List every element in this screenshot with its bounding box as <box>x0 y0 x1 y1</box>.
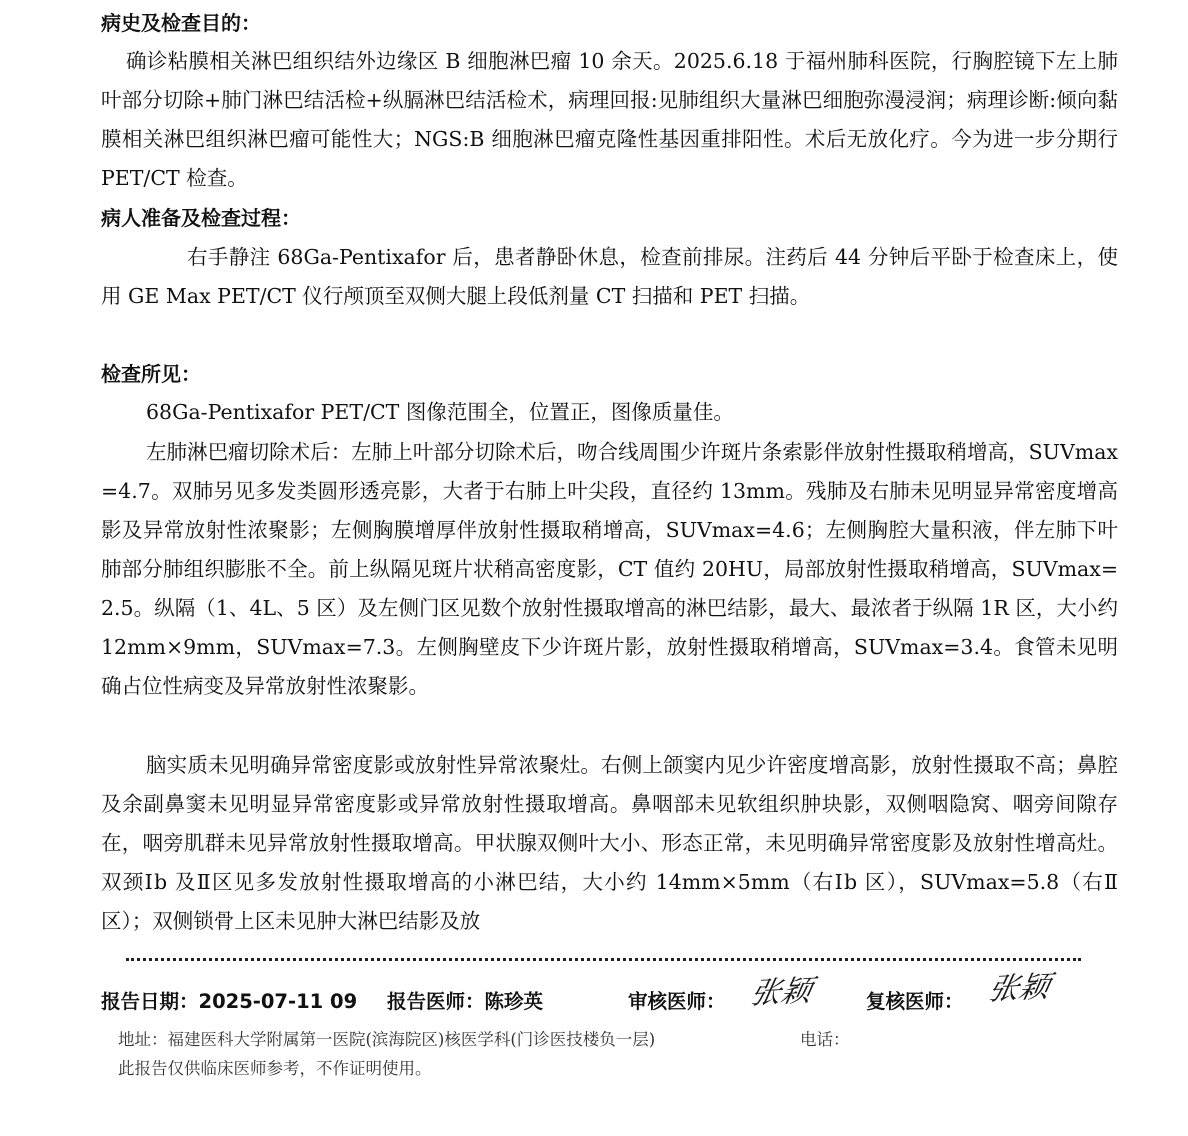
review-doctor-signature: 张颖 <box>747 973 815 1012</box>
report-date: 报告日期：2025-07-11 09 <box>101 990 358 1013</box>
findings-paragraph-1: 68Ga-Pentixafor PET/CT 图像范围全，位置正，图像质量佳。 <box>146 400 734 424</box>
preparation-heading: 病人准备及检查过程： <box>101 206 301 230</box>
history-text: 确诊粘膜相关淋巴组织结外边缘区 B 细胞淋巴瘤 10 余天。2025.6.18 于福州肺科医院，行胸腔镜下左上肺叶部分切除+肺门淋巴结活检+纵膈淋巴结活检术，病理回报:见肺组织大量淋巴细胞弥漫浸润；病理诊断:倾向黏膜相关淋巴组织淋巴瘤可能性大；NGS:B 细胞淋巴瘤克隆性基因重排阳性。术后无放化疗。今为进一步分期行 PET/CT 检查。 <box>101 49 1118 190</box>
disclaimer: 此报告仅供临床医师参考，不作证明使用。 <box>118 1059 432 1078</box>
findings-paragraph-3: 脑实质未见明确异常密度影或放射性异常浓聚灶。右侧上颌窦内见少许密度增高影，放射性摄取不高；鼻腔及余副鼻窦未见明显异常密度影或异常放射性摄取增高。鼻咽部未见软组织肿块影，双侧咽隐窝、咽旁间隙存在，咽旁肌群未见异常放射性摄取增高。甲状腺双侧叶大小、形态正常，未见明确异常密度影及放射性增高灶。双颈Ⅰb 及Ⅱ区见多发放射性摄取增高的小淋巴结，大小约 14mm×5mm（右Ⅰb 区），SUVmax=5.8（右Ⅱ区）；双侧锁骨上区未见肿大淋巴结影及放 <box>101 753 1118 933</box>
signature-row <box>101 969 1161 1020</box>
findings-paragraph-2: 左肺淋巴瘤切除术后：左肺上叶部分切除术后，吻合线周围少许斑片条索影伴放射性摄取稍增高，SUVmax=4.7。双肺另见多发类圆形透亮影，大者于右肺上叶尖段，直径约 13mm。残肺及右肺未见明显异常密度增高影及异常放射性浓聚影；左侧胸膜增厚伴放射性摄取稍增高，SUVmax=4.6；左侧胸腔大量积液，伴左肺下叶肺部分肺组织膨胀不全。前上纵隔见斑片状稍高密度影，CT 值约 20HU，局部放射性摄取稍增高，SUVmax=2.5。纵隔（1、4L、5 区）及左侧门区见数个放射性摄取增高的淋巴结影，最大、最浓者于纵隔 1R 区，大小约 12mm×9mm，SUVmax=7.3。左侧胸壁皮下少许斑片影，放射性摄取稍增高，SUVmax=3.4。食管未见明确占位性病变及异常放射性浓聚影。 <box>101 440 1118 698</box>
recheck-doctor-label: 复核医师： <box>866 990 964 1013</box>
history-heading: 病史及检查目的： <box>101 11 261 35</box>
footer-divider <box>126 958 1081 961</box>
hospital-address: 地址：福建医科大学附属第一医院(滨海院区)核医学科(门诊医技楼负一层) <box>118 1030 656 1049</box>
report-doctor: 报告医师：陈珍英 <box>387 990 544 1013</box>
recheck-doctor-signature: 张颖 <box>985 969 1053 1008</box>
findings-heading: 检查所见： <box>101 362 201 386</box>
preparation-text: 右手静注 68Ga-Pentixafor 后，患者静卧休息，检查前排尿。注药后 44 分钟后平卧于检查床上，使用 GE Max PET/CT 仪行颅顶至双侧大腿上段低剂量 CT 扫描和 PET 扫描。 <box>101 245 1118 308</box>
review-doctor-label: 审核医师： <box>628 990 726 1013</box>
phone-label: 电话： <box>800 1030 850 1049</box>
